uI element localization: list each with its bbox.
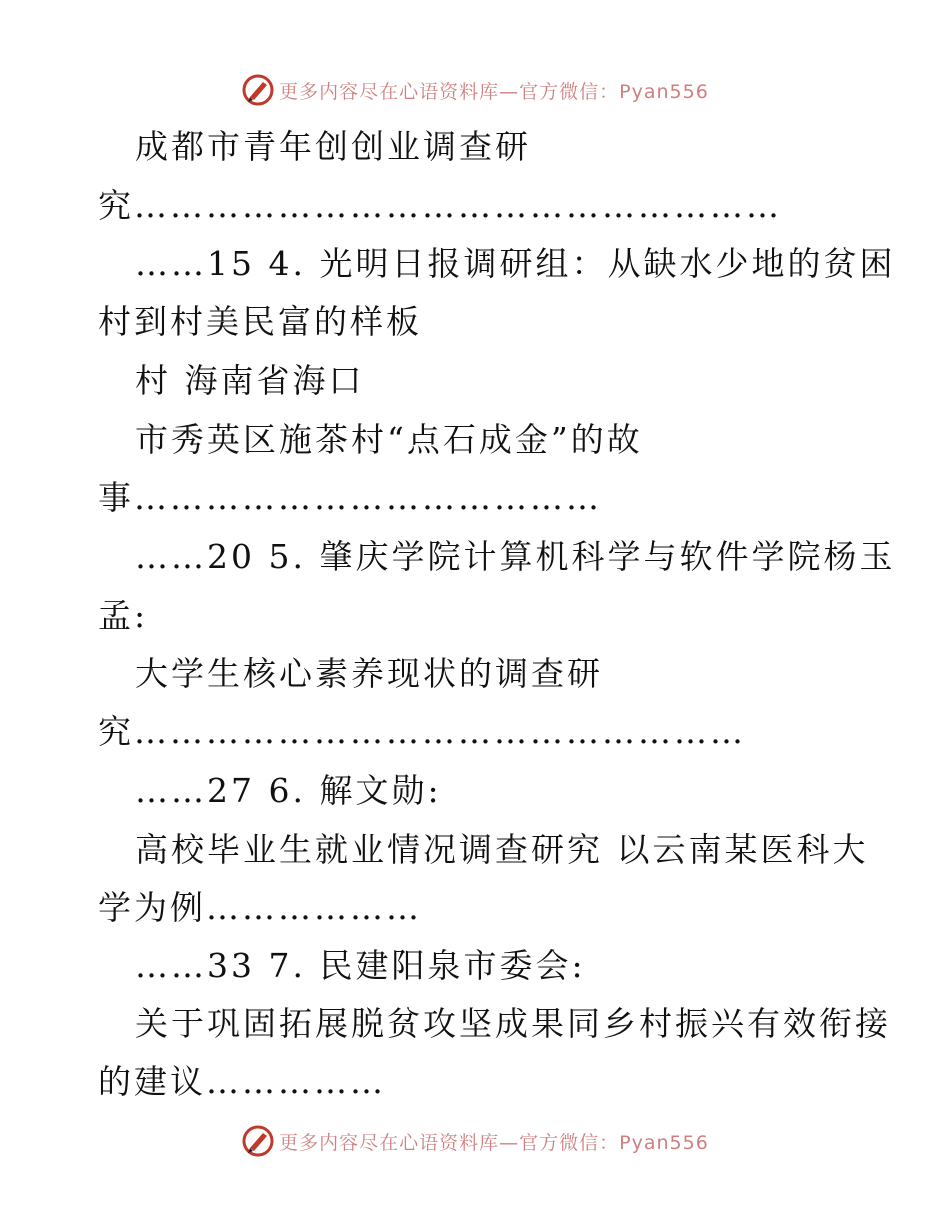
text-line: 村到村美民富的样板	[98, 302, 422, 341]
text-line: 学为例………………	[98, 888, 422, 927]
text-line: 大学生核心素养现状的调查研	[135, 654, 603, 693]
header-watermark	[0, 70, 950, 110]
text-line: 究………………………………………………	[98, 186, 782, 225]
text-line: 村 海南省海口	[135, 361, 365, 400]
footer-banner-text: 更多内容尽在心语资料库—官方微信：Pyan556	[279, 1131, 709, 1154]
text-line: 成都市青年创创业调查研	[135, 127, 531, 166]
header-banner-text: 更多内容尽在心语资料库—官方微信：Pyan556	[279, 80, 709, 103]
pen-logo-icon	[241, 1124, 275, 1158]
text-line: ……15 4. 光明日报调研组：从缺水少地的贫困	[135, 244, 896, 283]
footer-watermark	[0, 1121, 950, 1161]
text-line: 孟:	[98, 596, 149, 635]
text-line: 究……………………………………………	[98, 712, 746, 751]
text-line: 的建议……………	[98, 1062, 386, 1101]
text-line: ……20 5. 肇庆学院计算机科学与软件学院杨玉	[135, 537, 896, 576]
pen-logo-icon	[241, 73, 275, 107]
text-line: 事…………………………………	[98, 478, 602, 517]
text-line: ……27 6. 解文勋:	[135, 771, 442, 810]
text-line: 高校毕业生就业情况调查研究 以云南某医科大	[135, 830, 869, 869]
text-line: 市秀英区施茶村“点石成金”的故	[135, 420, 643, 459]
text-line: ……33 7. 民建阳泉市委会:	[135, 946, 586, 985]
text-line: 关于巩固拓展脱贫攻坚成果同乡村振兴有效衔接	[135, 1004, 891, 1043]
